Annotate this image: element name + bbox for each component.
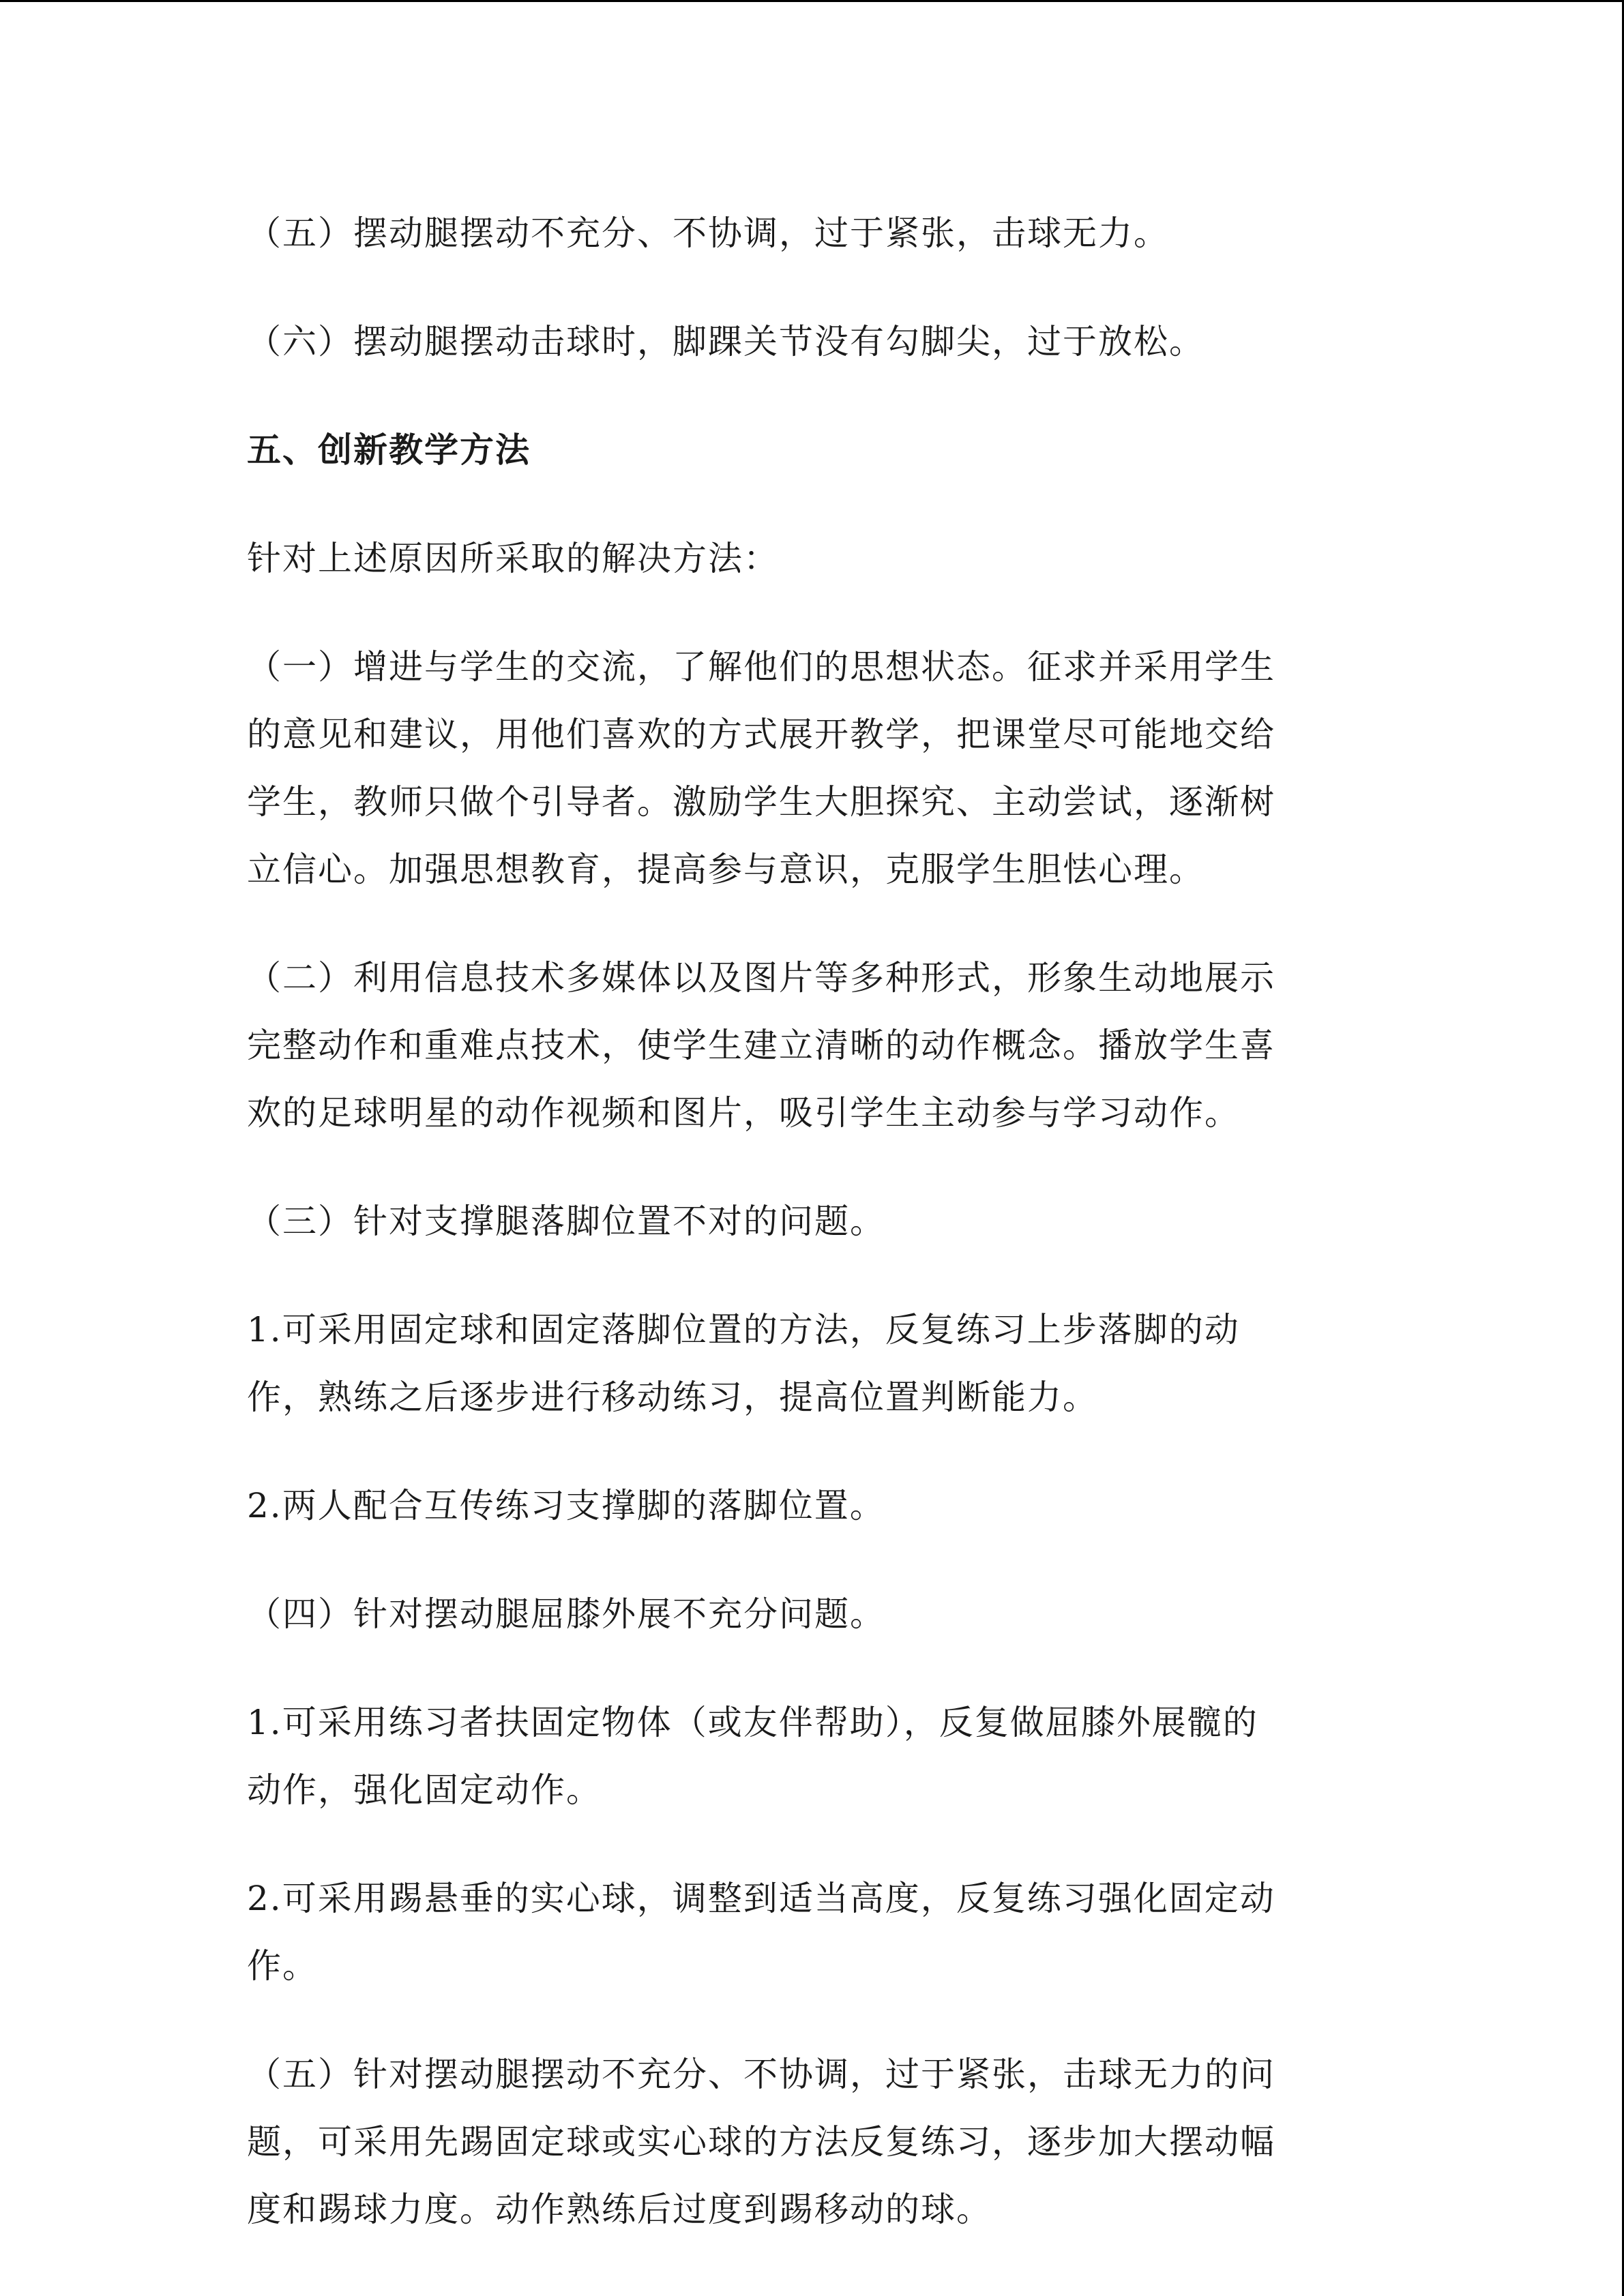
text-line: 欢的足球明星的动作视频和图片，吸引学生主动参与学习动作。	[247, 1093, 1240, 1133]
text-line: 立信心。加强思想教育，提高参与意识，克服学生胆怯心理。	[247, 850, 1205, 889]
text-line: 的意见和建议，用他们喜欢的方式展开教学，把课堂尽可能地交给	[247, 715, 1275, 754]
text-line: 题，可采用先踢固定球或实心球的方法反复练习，逐步加大摆动幅	[247, 2122, 1275, 2162]
paragraph	[247, 525, 1356, 593]
text-line: （五）针对摆动腿摆动不充分、不协调，过于紧张，击球无力的问	[247, 2055, 1275, 2094]
paragraph	[247, 1188, 1356, 1255]
text-line: 作，熟练之后逐步进行移动练习，提高位置判断能力。	[247, 1377, 1098, 1417]
text-line: （一）增进与学生的交流，了解他们的思想状态。征求并采用学生	[247, 647, 1275, 687]
text-line: 完整动作和重难点技术，使学生建立清晰的动作概念。播放学生喜	[247, 1026, 1275, 1065]
paragraph	[247, 1581, 1356, 1648]
section-heading	[247, 417, 1356, 484]
text-line: 2.两人配合互传练习支撑脚的落脚位置。	[247, 1486, 885, 1525]
text-line: （五）摆动腿摆动不充分、不协调，过于紧张，击球无力。	[247, 213, 1169, 253]
text-line: （六）摆动腿摆动击球时，脚踝关节没有勾脚尖，过于放松。	[247, 322, 1205, 361]
text-line: 1.可采用固定球和固定落脚位置的方法，反复练习上步落脚的动	[247, 1310, 1240, 1350]
paragraph	[247, 1472, 1356, 1540]
text-line: （四）针对摆动腿屈膝外展不充分问题。	[247, 1594, 885, 1634]
paragraph	[247, 1296, 1356, 1431]
text-line: （二）利用信息技术多媒体以及图片等多种形式，形象生动地展示	[247, 958, 1275, 998]
paragraph	[247, 2041, 1356, 2243]
text-line: 学生，教师只做个引导者。激励学生大胆探究、主动尝试，逐渐树	[247, 782, 1275, 822]
text-line: 作。	[247, 1946, 318, 1986]
paragraph	[247, 308, 1356, 376]
document-body	[247, 200, 1356, 2284]
paragraph	[247, 1689, 1356, 1824]
text-line: （三）针对支撑腿落脚位置不对的问题。	[247, 1202, 885, 1241]
paragraph	[247, 200, 1356, 267]
paragraph	[247, 633, 1356, 904]
text-line: 针对上述原因所采取的解决方法：	[247, 539, 779, 578]
text-line: 2.可采用踢悬垂的实心球，调整到适当高度，反复练习强化固定动	[247, 1879, 1275, 1918]
paragraph	[247, 1865, 1356, 2000]
text-line: 1.可采用练习者扶固定物体（或友伴帮助），反复做屈膝外展髋的	[247, 1703, 1258, 1742]
text-line: 度和踢球力度。动作熟练后过度到踢移动的球。	[247, 2190, 992, 2229]
text-line: 五、创新教学方法	[247, 430, 531, 470]
paragraph	[247, 944, 1356, 1147]
text-line: 动作，强化固定动作。	[247, 1770, 602, 1810]
